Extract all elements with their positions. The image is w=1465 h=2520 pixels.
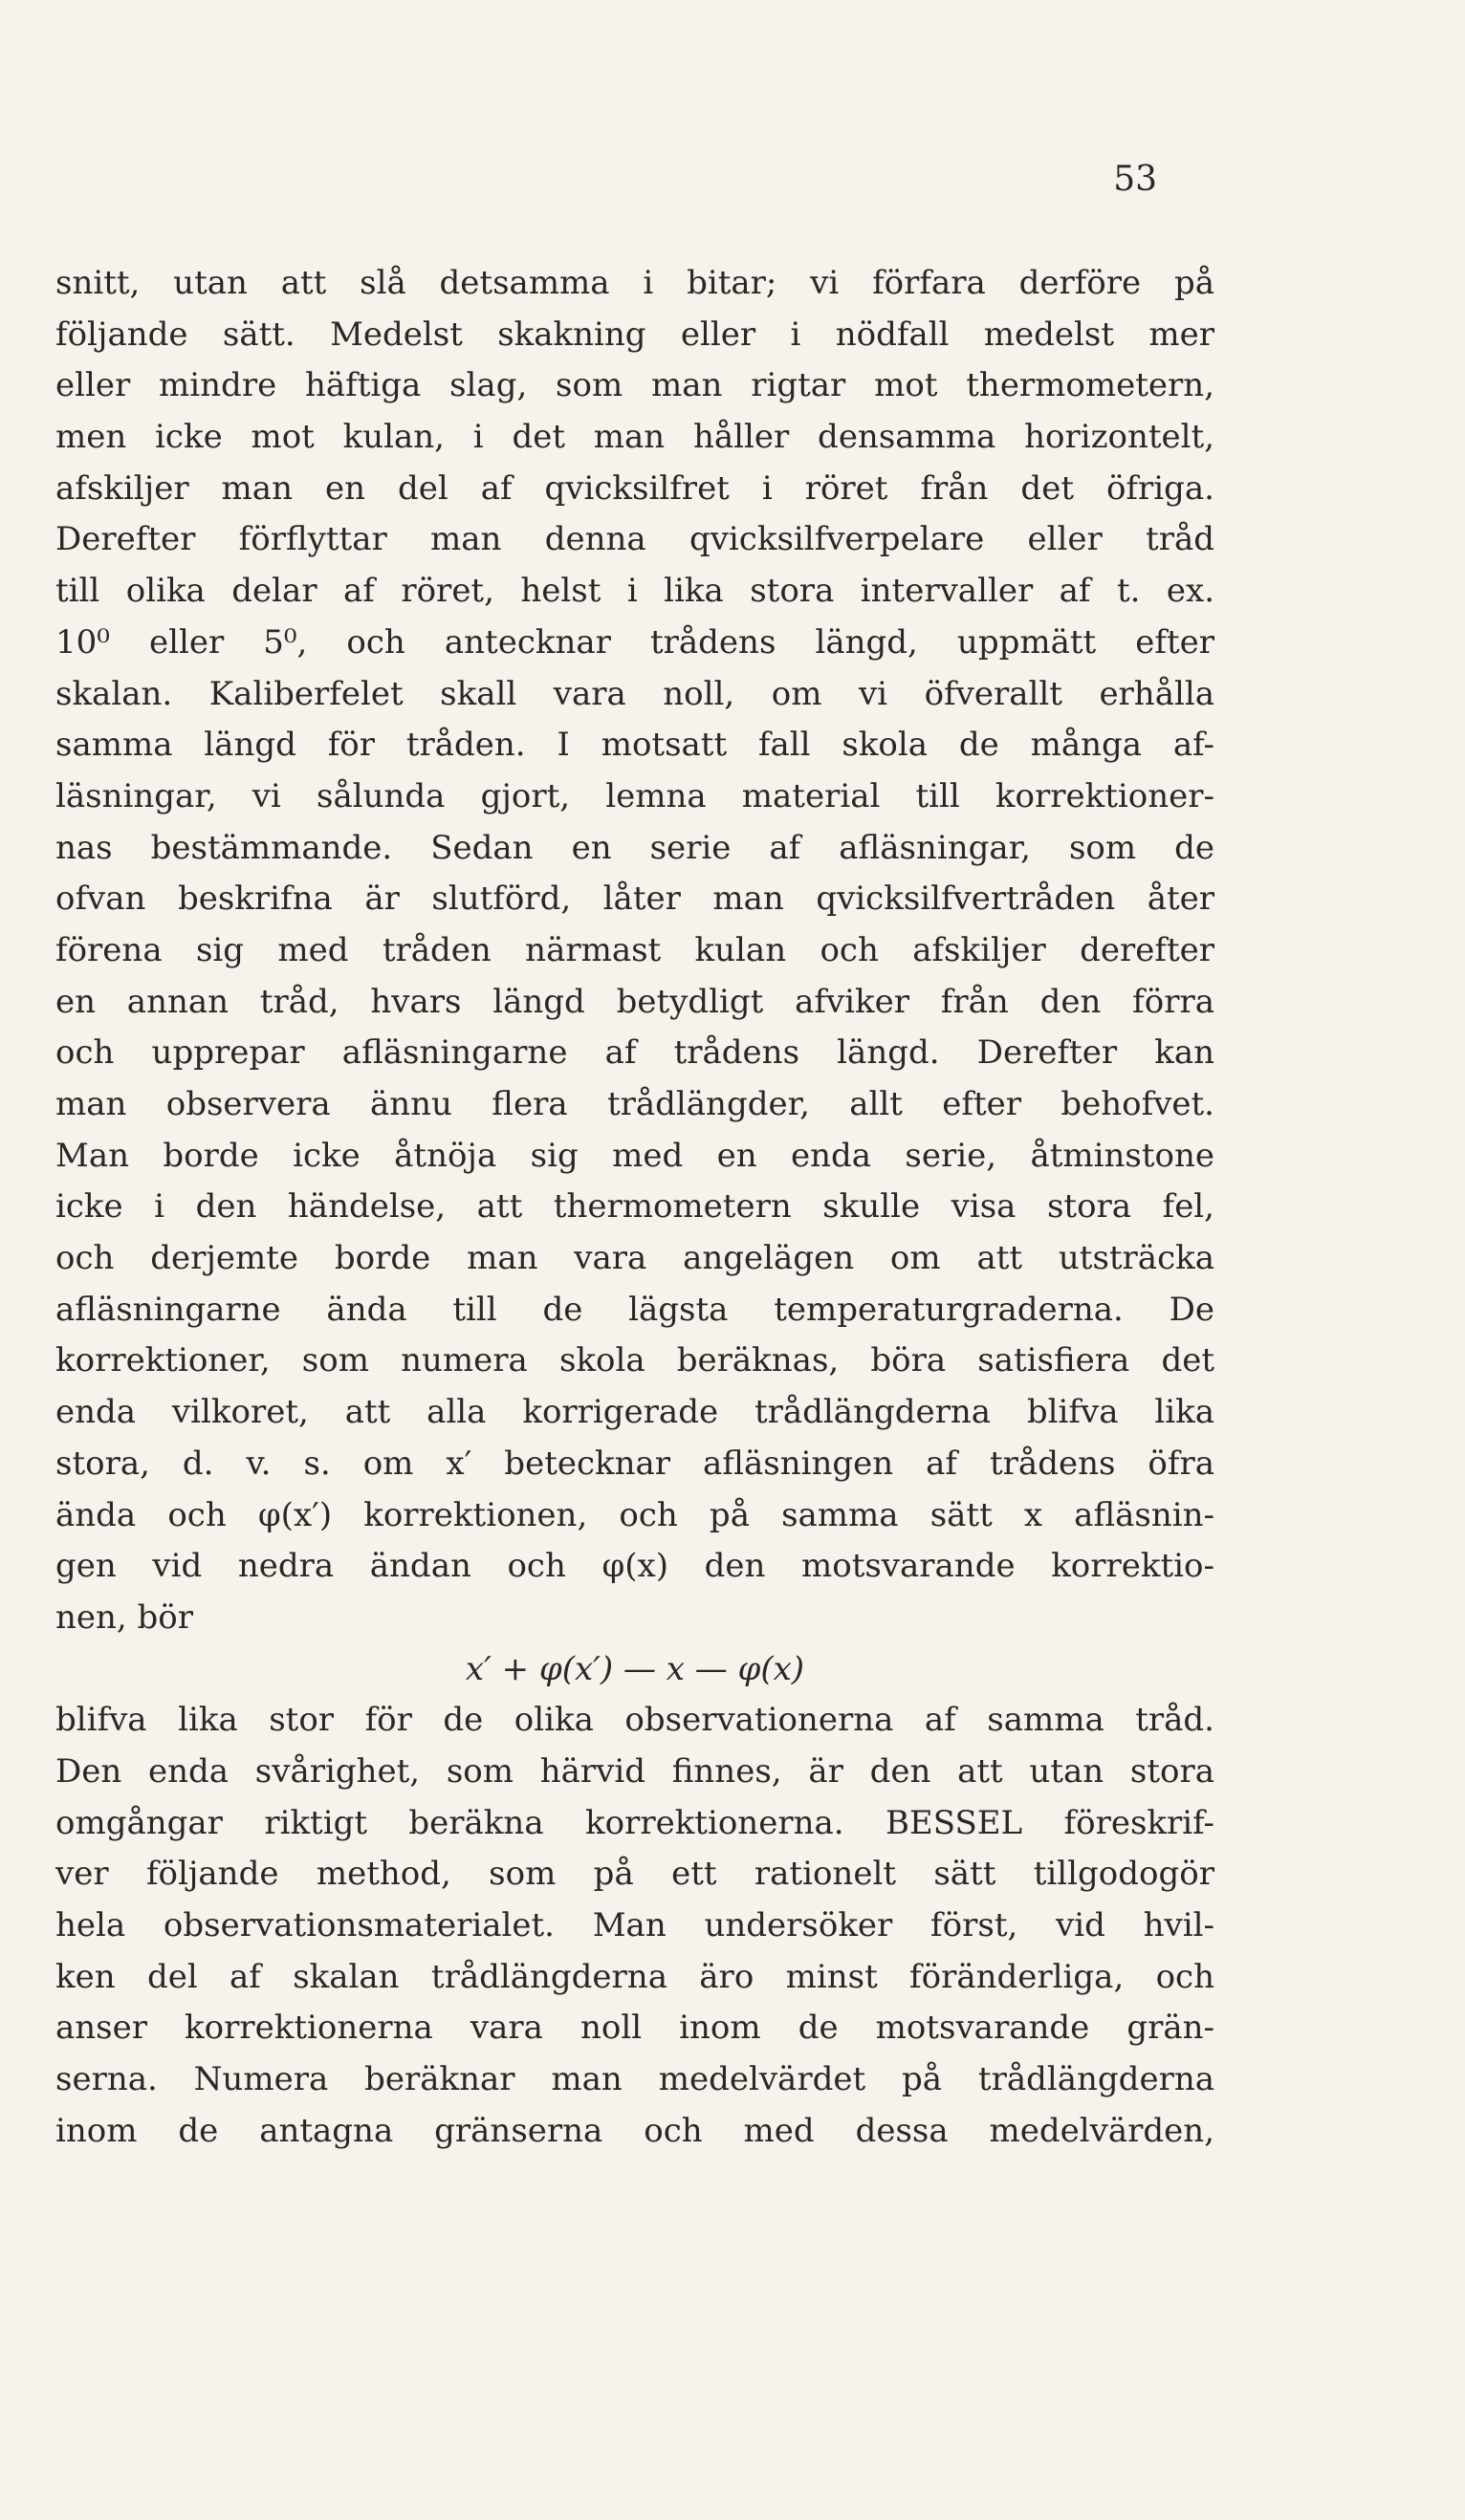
text-line: afläsningarne ända till de lägsta temperaturgraderna. De [55, 1290, 1214, 1329]
text-line: nas bestämmande. Sedan en serie af afläsningar, som de [55, 828, 1214, 867]
text-line: läsningar, vi sålunda gjort, lemna material till korrektioner- [55, 776, 1214, 815]
text-line: afskiljer man en del af qvicksilfret i röret från det öfriga. [55, 468, 1214, 508]
text-line: 10⁰ eller 5⁰, och antecknar trådens längd, uppmätt efter [55, 622, 1214, 662]
text-line: skalan. Kaliberfelet skall vara noll, om vi öfverallt erhålla [55, 674, 1214, 713]
text-line: anser korrektionerna vara noll inom de motsvarande grän- [55, 2009, 1214, 2048]
text-line: eller mindre häftiga slag, som man rigtar mot thermometern, [55, 366, 1214, 405]
body-text [55, 258, 1214, 2157]
text-line: ända och φ(x′) korrektionen, och på samma sätt x afläsnin- [55, 1495, 1214, 1534]
text-line: och derjemte borde man vara angelägen om att utsträcka [55, 1239, 1214, 1278]
text-line: men icke mot kulan, i det man håller densamma horizontelt, [55, 418, 1214, 457]
text-line: inom de antagna gränserna och med dessa medelvärden, [55, 2111, 1214, 2150]
text-line: man observera ännu flera trådlängder, allt efter behofvet. [55, 1085, 1214, 1123]
text-line: serna. Numera beräknar man medelvärdet på trådlängderna [55, 2060, 1214, 2099]
text-line: samma längd för tråden. I motsatt fall skola de många af- [55, 726, 1214, 765]
text-line: och upprepar afläsningarne af trådens längd. Derefter kan [55, 1033, 1214, 1073]
text-line: till olika delar af röret, helst i lika stora intervaller af t. ex. [55, 572, 1214, 611]
text-line: blifva lika stor för de olika observationerna af samma tråd. [55, 1701, 1214, 1740]
text-line: nen, bör [55, 1597, 194, 1637]
text-line: ken del af skalan trådlängderna äro minst föränderliga, och [55, 1957, 1214, 1996]
text-line: förena sig med tråden närmast kulan och afskiljer derefter [55, 930, 1214, 969]
text-line: enda vilkoret, att alla korrigerade trådlängderna blifva lika [55, 1393, 1214, 1432]
text-line: Derefter förflyttar man denna qvicksilfverpelare eller tråd [55, 520, 1214, 559]
text-line: gen vid nedra ändan och φ(x) den motsvarande korrektio- [55, 1547, 1214, 1586]
text-line: korrektioner, som numera skola beräknas, böra satisfiera det [55, 1341, 1214, 1380]
text-line: snitt, utan att slå detsamma i bitar; vi förfara derföre på [55, 264, 1214, 302]
page-number: 53 [1113, 160, 1157, 199]
text-line: hela observationsmaterialet. Man undersöker först, vid hvil- [55, 1906, 1214, 1944]
text-line: stora, d. v. s. om x′ betecknar afläsningen af trådens öfra [55, 1444, 1214, 1483]
text-line: ver följande method, som på ett rationelt sätt tillgodogör [55, 1855, 1214, 1894]
text-line: följande sätt. Medelst skakning eller i nödfall medelst mer [55, 315, 1214, 354]
text-line: Man borde icke åtnöja sig med en enda serie, åtminstone [55, 1136, 1214, 1175]
text-line: omgångar riktigt beräkna korrektionerna. BESSEL föreskrif- [55, 1803, 1214, 1842]
formula: x′ + φ(x′) — x — φ(x) [465, 1649, 805, 1688]
text-line: Den enda svårighet, som härvid finnes, är den att utan stora [55, 1751, 1214, 1791]
text-line: ofvan beskrifna är slutförd, låter man qvicksilfvertråden åter [55, 880, 1214, 919]
text-line: icke i den händelse, att thermometern skulle visa stora fel, [55, 1187, 1214, 1227]
text-line: en annan tråd, hvars längd betydligt afviker från den förra [55, 982, 1214, 1021]
